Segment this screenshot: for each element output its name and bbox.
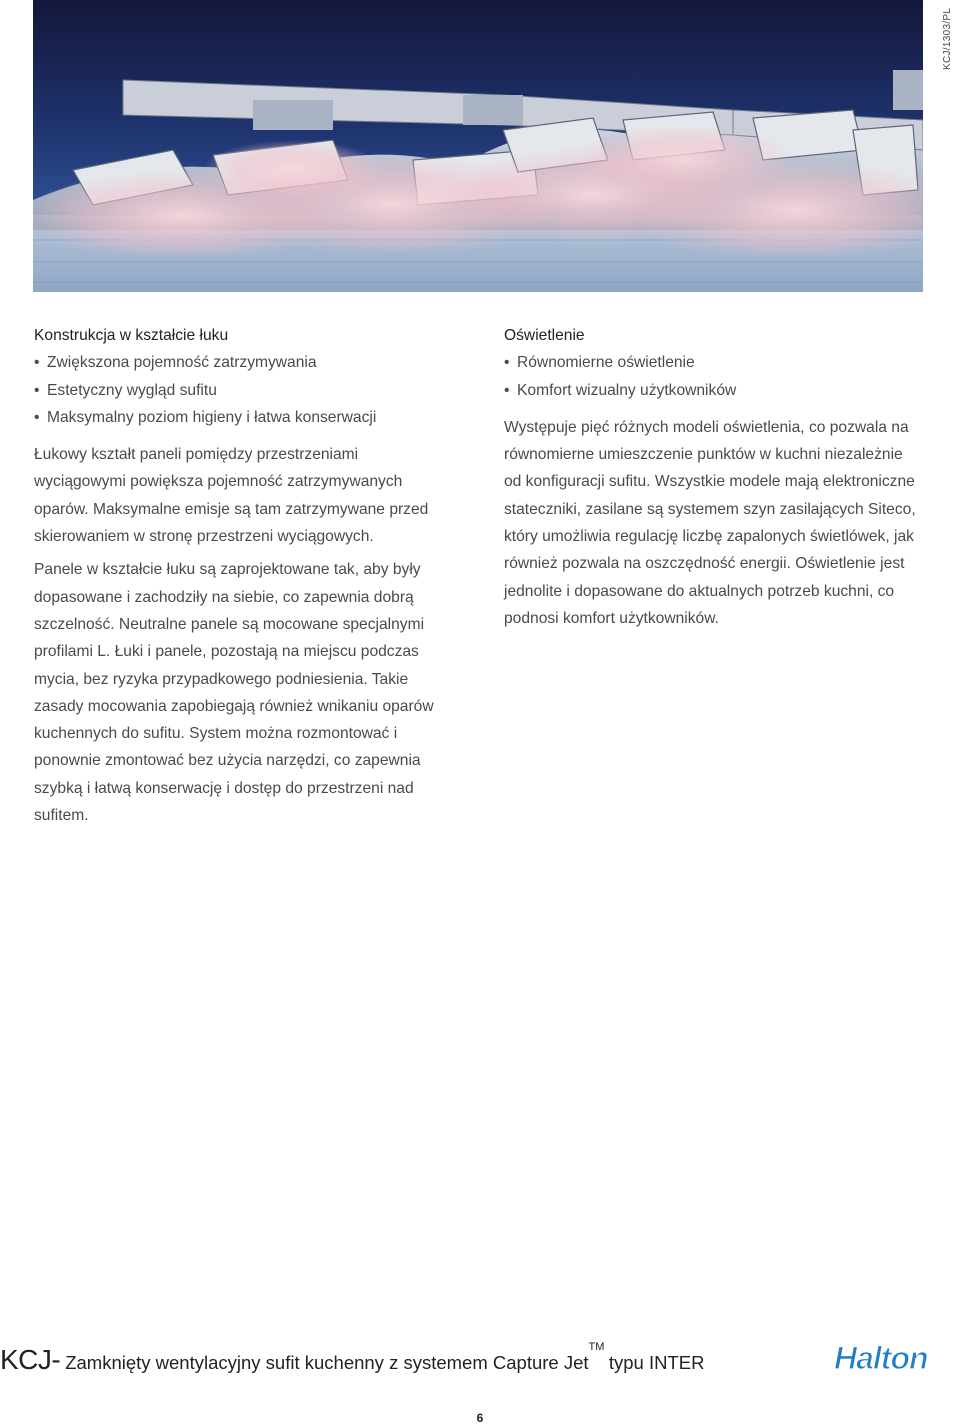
- arc-construction-paragraph-1: Łukowy kształt paneli pomiędzy przestrzeniami wyciągowymi powiększa pojemność zatrzymywanych oparów. Maksymalne emisje są tam zatrzymywane przed skierowaniem w stronę przestrzeni wyciągowych.: [34, 446, 429, 546]
- page-number: 6: [476, 1411, 484, 1425]
- lighting-paragraph: Występuje pięć różnych modeli oświetlenia, co pozwala na równomierne umieszczenie punktów w kuchni niezależnie od konfiguracji sufitu. Wszystkie modele mają elektroniczne stateczniki, zasilane są systemem szyn zasilających Siteco, który umożliwia regulację liczbę zapalonych świetlówek, jak również pozwala na oszczędność energii. Oświetlenie jest jednolite i dopasowane do aktualnych potrzeb kuchni, co podnosi komfort użytkowników.: [504, 418, 916, 627]
- lighting-heading: Oświetlenie: [504, 327, 585, 344]
- list-item: • Estetyczny wygląd sufitu: [34, 377, 454, 404]
- list-item: • Maksymalny poziom higieny i łatwa konserwacji: [34, 404, 454, 431]
- list-item: • Równomierne oświetlenie: [504, 349, 924, 376]
- list-item: • Komfort wizualny użytkowników: [504, 377, 924, 404]
- footer-dash: -: [51, 1344, 61, 1375]
- halton-logo: [832, 1340, 960, 1376]
- footer-title: [0, 1341, 705, 1376]
- list-item: • Zwiększona pojemność zatrzymywania: [34, 349, 454, 376]
- lighting-section: [504, 322, 924, 632]
- arc-construction-bullets: [34, 349, 454, 431]
- footer-product-code: KCJ: [0, 1344, 52, 1375]
- arc-construction-heading: Konstrukcja w kształcie łuku: [34, 327, 229, 344]
- footer-product-title: Zamknięty wentylacyjny sufit kuchenny z systemem Capture Jet: [65, 1352, 589, 1373]
- document-code: KCJ/1303/PL: [942, 7, 953, 70]
- trademark-mark: TM: [588, 1341, 605, 1353]
- logo-text: Halton: [834, 1340, 928, 1376]
- arc-construction-section: [34, 322, 454, 829]
- lighting-bullets: [504, 349, 924, 404]
- hero-image: [33, 0, 923, 292]
- arc-construction-paragraph-2: Panele w kształcie łuku są zaprojektowane tak, aby były dopasowane i zachodziły na siebie, co zapewnia dobrą szczelność. Neutralne panele są mocowane specjalnymi profilami L. Łuki i panele, pozostają na miejscu podczas mycia, bez ryzyka przypadkowego podniesienia. Takie zasady mocowania zapobiegają również wnikaniu oparów kuchennych do sufitu. System można rozmontować i ponownie zmontować bez użycia narzędzi, co zapewnia szybką i łatwą konserwację i dostęp do przestrzeni nad sufitem.: [34, 561, 434, 825]
- footer-product-suffix: typu INTER: [608, 1352, 705, 1373]
